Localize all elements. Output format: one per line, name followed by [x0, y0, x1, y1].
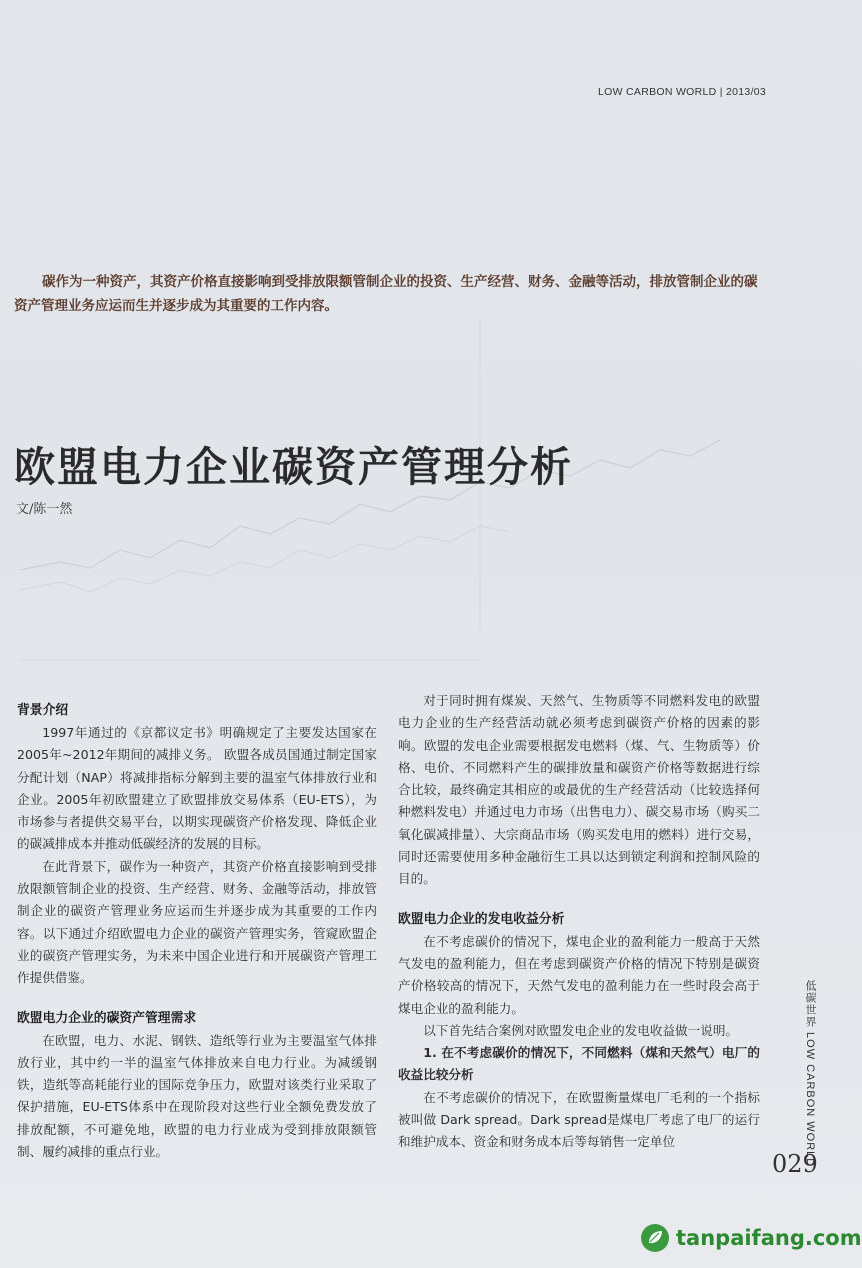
paragraph: 在欧盟，电力、水泥、钢铁、造纸等行业为主要温室气体排放行业，其中约一半的温室气体排放来自电力行业。为减缓钢铁，造纸等高耗能行业的国际竞争压力，欧盟对该类行业采取了保护措施，EU-ETS体系中在现阶段对这些行业全额免费发放了排放配额，不可避免地，欧盟的电力行业成为受到排放限额管制、履约减排的重点行业。 [17, 1032, 377, 1160]
paragraph: 在此背景下，碳作为一种资产，其资产价格直接影响到受排放限额管制企业的投资、生产经营、财务、金融等活动，排放管制企业的碳资产管理业务应运而生并逐步成为其重要的工作内容。以下通过介绍欧盟电力企业的碳资产管理实务，管窥欧盟企业的碳资产管理实务，为未来中国企业进行和开展碳资产管理工作提供借鉴。 [17, 858, 377, 986]
right-column [398, 690, 760, 1154]
section-heading-demand: 欧盟电力企业的碳资产管理需求 [17, 1010, 197, 1026]
watermark-text: tanpaifang.com [676, 1226, 862, 1250]
left-column [17, 700, 377, 1163]
paragraph: 对于同时拥有煤炭、天然气、生物质等不同燃料发电的欧盟电力企业的生产经营活动就必须考虑到碳资产价格的因素的影响。欧盟的发电企业需要根据发电燃料（煤、气、生物质等）价格、电价、不同燃料产生的碳排放量和碳资产价格等数据进行综合比较，最终确定其相应的或最优的生产经营活动（比较选择何种燃料发电）并通过电力市场（出售电力）、碳交易市场（购买二氧化碳减排量）、大宗商品市场（购买发电用的燃料）进行交易，同时还需要使用多种金融衍生工具以达到锁定利润和控制风险的目的。 [398, 693, 760, 887]
site-watermark [640, 1218, 862, 1258]
article-title: 欧盟电力企业碳资产管理分析 [14, 443, 573, 491]
section-heading-background: 背景介绍 [17, 703, 69, 718]
lead-text: 碳作为一种资产，其资产价格直接影响到受排放限额管制企业的投资、生产经营、财务、金融等活动，排放管制企业的碳资产管理业务应运而生并逐步成为其重要的工作内容。 [14, 274, 758, 314]
leaf-logo-icon [640, 1223, 670, 1253]
paragraph: 以下首先结合案例对欧盟发电企业的发电收益做一说明。 [423, 1022, 739, 1038]
author-byline: 文/陈一然 [16, 502, 73, 517]
paragraph: 1997年通过的《京都议定书》明确规定了主要发达国家在2005年~2012年期间的减排义务。 欧盟各成员国通过制定国家分配计划（NAP）将减排指标分解到主要的温室气体排放行业和企业。2005年初欧盟建立了欧盟排放交易体系（EU-ETS），为市场参与者提供交易平台，以期实现碳资产价格发现、降低企业的碳减排成本并推动低碳经济的发展的目标。 [17, 725, 377, 852]
page-number: 029 [772, 1150, 818, 1178]
paragraph: 在不考虑碳价的情况下，煤电企业的盈利能力一般高于天然气发电的盈利能力，但在考虑到碳资产价格的情况下特别是碳资产价格较高的情况下，天然气发电的盈利能力在一些时段会高于煤电企业的盈利能力。 [398, 933, 760, 1016]
paragraph: 在不考虑碳价的情况下，在欧盟衡量煤电厂毛利的一个指标被叫做 Dark spread。Dark spread是煤电厂考虑了电厂的运行和维护成本、资金和财务成本后等每销售一定单位 [398, 1089, 760, 1150]
running-head: LOW CARBON WORLD | 2013/03 [598, 86, 767, 98]
subheading: 1. 在不考虑碳价的情况下，不同燃料（煤和天然气）电厂的收益比较分析 [398, 1045, 760, 1083]
section-heading-revenue: 欧盟电力企业的发电收益分析 [398, 911, 565, 927]
vertical-journal-name: 低碳世界 LOW CARBON WORLD [804, 980, 816, 1168]
